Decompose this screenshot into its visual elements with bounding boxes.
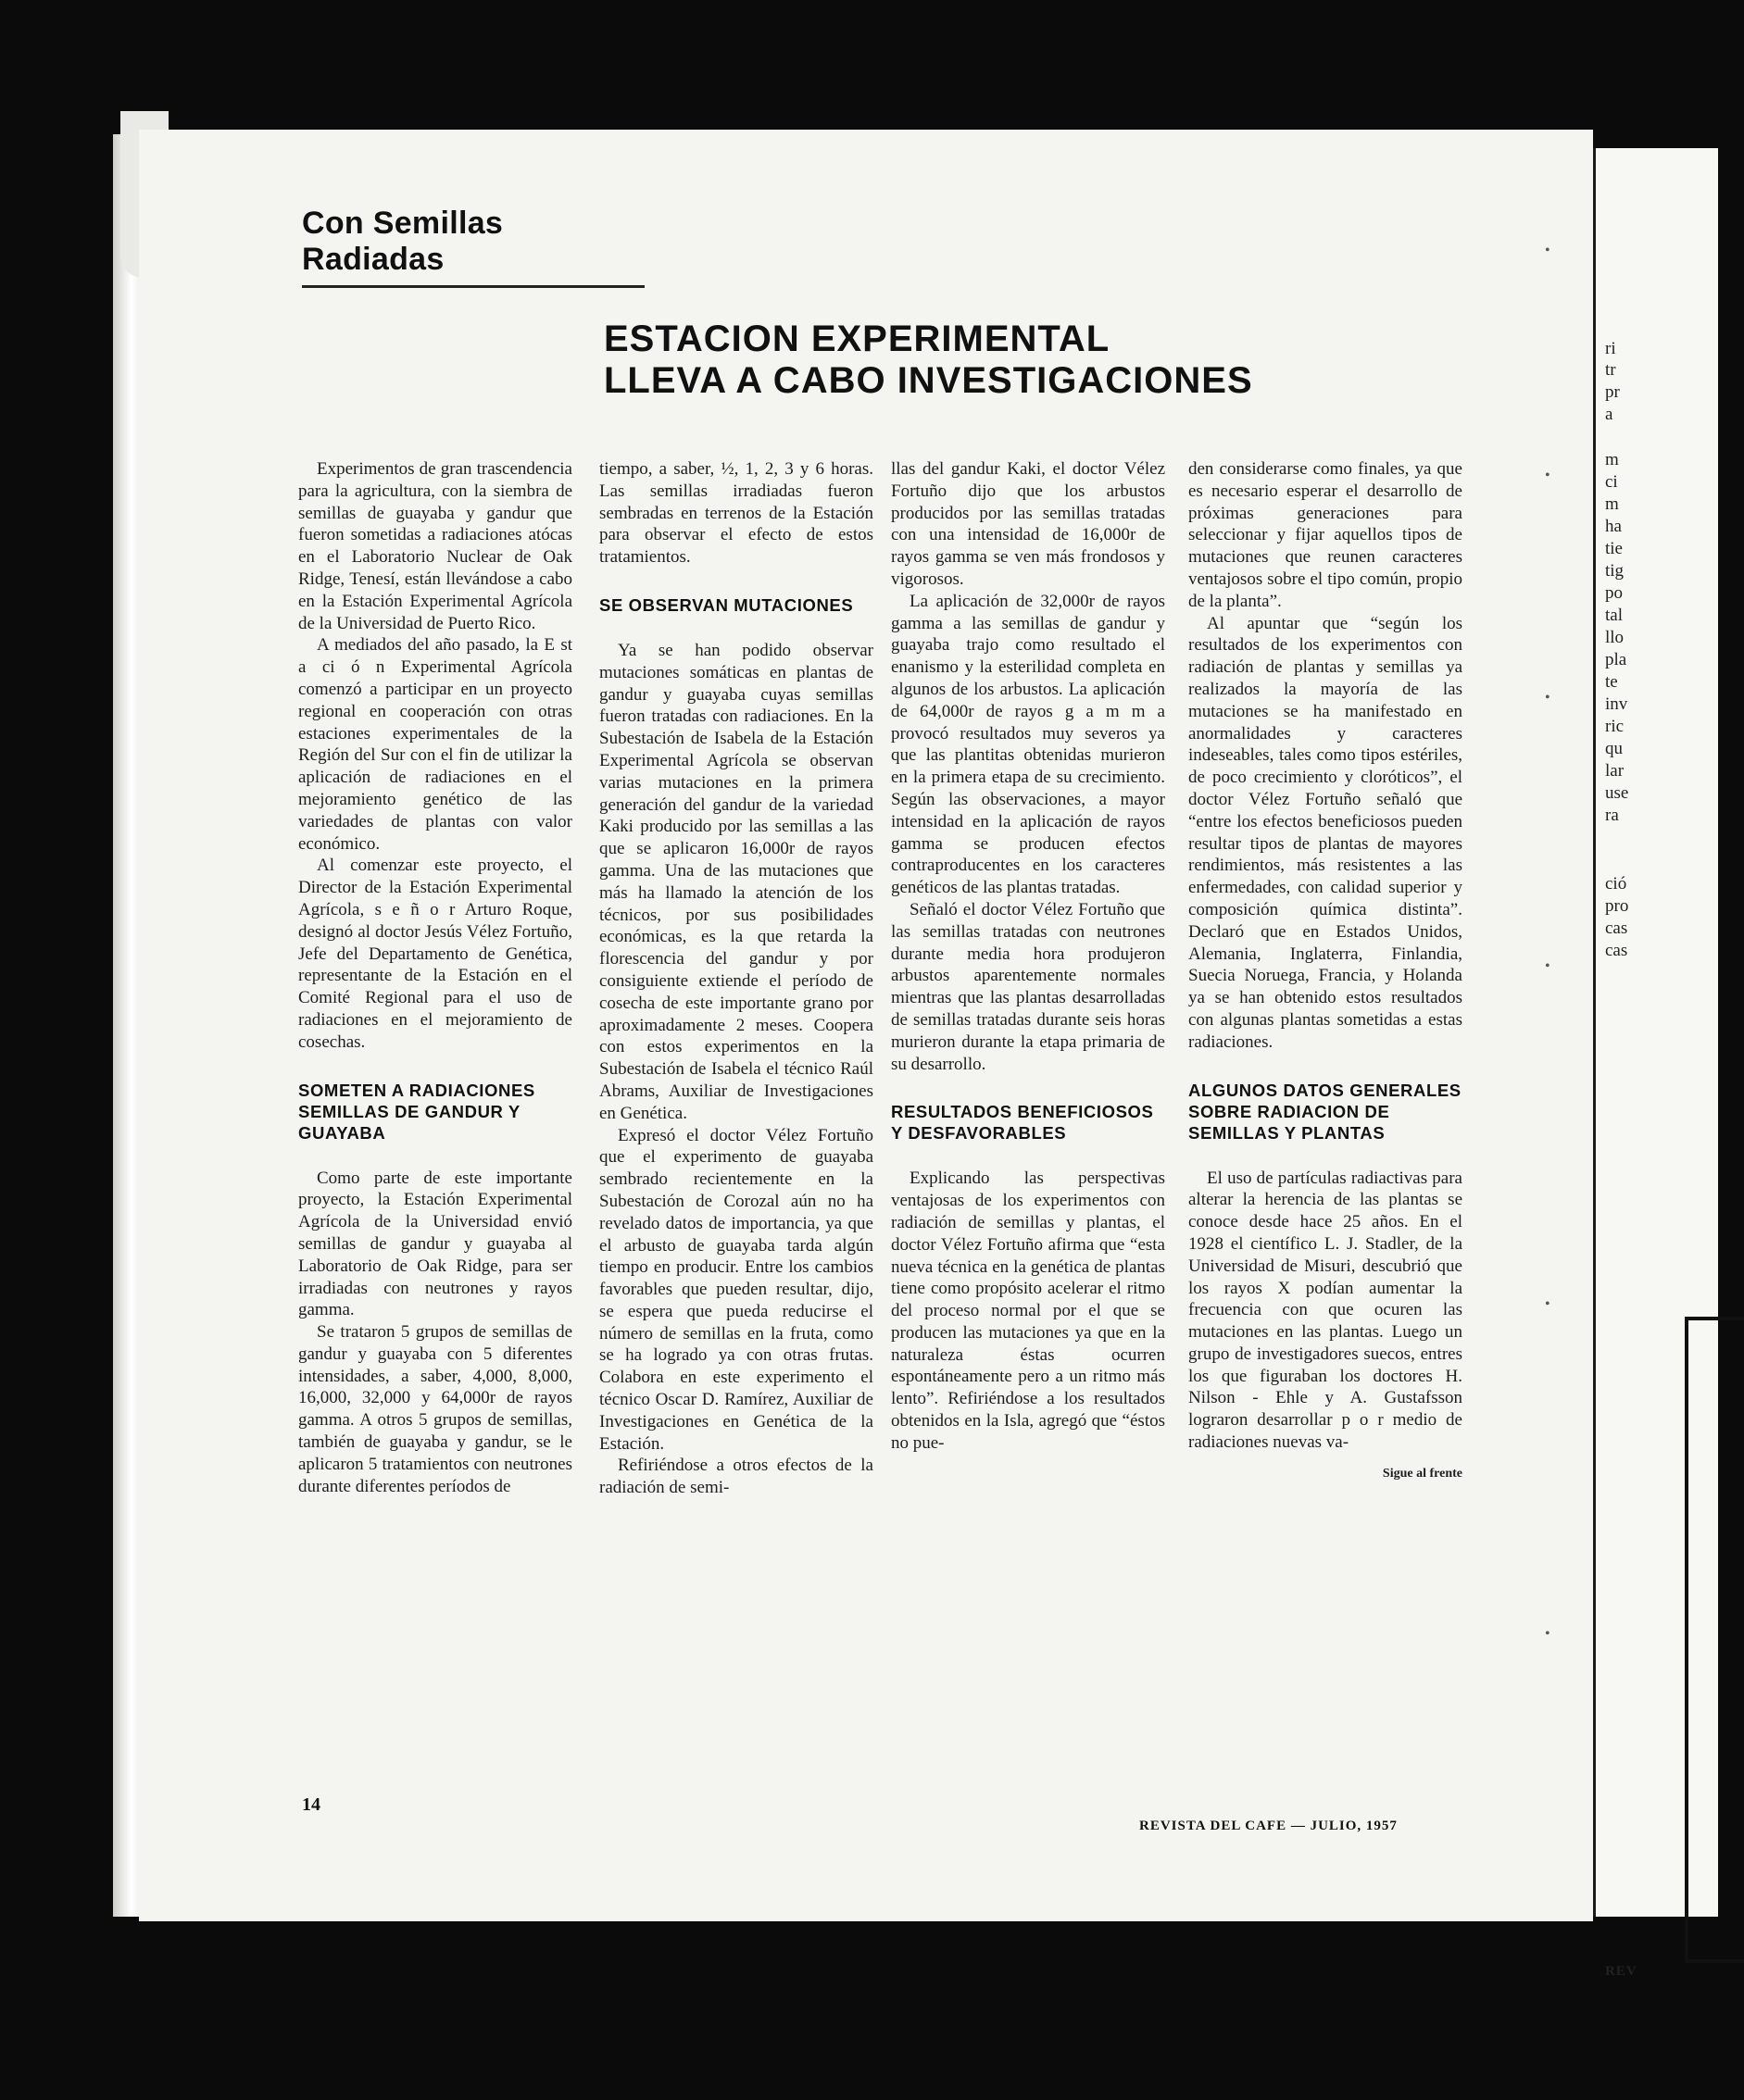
adjacent-page-fragment: m	[1605, 450, 1619, 469]
adjacent-page-fragment: ric	[1605, 717, 1625, 736]
adjacent-page-fragment: qu	[1605, 739, 1623, 758]
adjacent-page-fragment: ció	[1605, 874, 1627, 894]
article-headline	[604, 319, 1253, 402]
article-column-2	[599, 458, 873, 1499]
subheading: SE OBSERVAN MUTACIONES	[599, 594, 854, 615]
subheading: ALGUNOS DATOS GENERALES SOBRE RADIACION DE SEMILLAS Y PLANTAS	[1188, 1080, 1462, 1143]
headline-line-2: LLEVA A CABO INVESTIGACIONES	[604, 360, 1253, 401]
running-footer: REVISTA DEL CAFE — JULIO, 1957	[1139, 1819, 1398, 1833]
subheading: SOMETEN A RADIACIONES SEMILLAS DE GANDUR Y GUAYABA	[298, 1080, 535, 1143]
adjacent-page-fragment: a	[1605, 405, 1613, 424]
paragraph: den considerarse como finales, ya que es necesario esperar el desarrollo de próximas generaciones para seleccionar y fijar aquellos tipos de mutaciones que reunen caracteres ventajosos sobre el tipo común, propio de la planta”.	[1188, 459, 1462, 611]
article-column-4	[1188, 458, 1462, 1485]
headline-line-1: ESTACION EXPERIMENTAL	[604, 319, 1110, 359]
continued-note: Sigue al frente	[1382, 1466, 1462, 1481]
adjacent-page-fragment: tr	[1605, 360, 1616, 380]
adjacent-page-fragment: use	[1605, 783, 1629, 803]
adjacent-page	[1593, 148, 1718, 1979]
adjacent-page-fragment: cas	[1605, 919, 1628, 938]
margin-mark: •	[1545, 958, 1550, 974]
adjacent-page-fragment: tal	[1605, 606, 1623, 625]
page-number: 14	[302, 1794, 320, 1815]
adjacent-page-fragment: po	[1605, 583, 1623, 603]
paragraph: A mediados del año pasado, la E st a ci ó n Experimental Agrícola comenzó a participar en un proyecto regional en cooperación con otras estaciones experimentales de la Región del Sur con el fin de utilizar la aplicación de radiaciones en el mejoramiento genético de las variedades de plantas con valor económico.	[298, 635, 572, 854]
paragraph: Experimentos de gran trascendencia para la agricultura, con la siembra de semillas de guayaba y gandur que fueron sometidas a radiaciones atócas en el Laboratorio Nuclear de Oak Ridge, Tenesí, están llevándose a cabo en la Estación Experimental Agrícola de la Universidad de Puerto Rico.	[298, 459, 572, 633]
adjacent-page-fragment: ri	[1605, 339, 1616, 358]
paragraph: Ya se han podido observar mutaciones somáticas en plantas de gandur y guayaba cuyas semillas fueron tratadas con radiaciones. En la Subestación de Isabela de la Estación Experimental Agrícola se observan varias mutaciones en la primera generación del gandur de la variedad Kaki producido por las semillas a las que se aplicaron 16,000r de rayos gamma. Una de las mutaciones que más ha llamado la atención de los técnicos, por sus posibilidades económicas, es la que retarda la florescencia del gandur y por consiguiente extiende el período de cosecha de este importante grano por aproximadamente 2 meses. Coopera con estos experimentos en la Subestación de Isabela el técnico Raúl Abrams, Auxiliar de Investigaciones en Genética.	[599, 640, 873, 1123]
paragraph: El uso de partículas radiactivas para alterar la herencia de las plantas se conoce desde hace 25 años. En el 1928 el científico L. J. Stadler, de la Universidad de Misuri, descubrió que los rayos X podían aumentar la frecuencia con que ocuren las mutaciones en las plantas. Luego un grupo de investigadores suecos, entres los que figuraban los doctores H. Nilson - Ehle y A. Gustafsson lograron desarrollar p o r medio de radiaciones nuevas va-	[1188, 1168, 1462, 1453]
article-column-1	[298, 458, 572, 1497]
adjacent-page-fragment: tig	[1605, 561, 1625, 581]
paragraph: tiempo, a saber, ½, 1, 2, 3 y 6 horas. Las semillas irradiadas fueron sembradas en terrenos de la Estación para observar el efecto de estos tratamientos.	[599, 459, 873, 568]
paragraph: Refiriéndose a otros efectos de la radiación de semi-	[599, 1456, 873, 1498]
adjacent-page-fragment: lar	[1605, 761, 1625, 781]
adjacent-page-fragment: m	[1605, 494, 1619, 514]
margin-mark: •	[1545, 468, 1550, 483]
adjacent-page-fragment: ha	[1605, 517, 1622, 536]
adjacent-page-fragment: inv	[1605, 694, 1628, 714]
adjacent-page-fragment: pla	[1605, 650, 1627, 669]
paragraph: Expresó el doctor Vélez Fortuño que el experimento de guayaba sembrado recientemente en la Subestación de Corozal aún no ha revelado datos de importancia, ya que el arbusto de guayaba tarda algún tiempo en producir. Entre los cambios favorables que pueden resultar, dijo, se espera que pueda reducirse el número de semillas en la fruta, como se ha logrado ya con otras frutas. Colabora en este experimento el técnico Oscar D. Ramírez, Auxiliar de Investigaciones en Genética de la Estación.	[599, 1125, 873, 1454]
adjacent-page-fragment: ra	[1605, 806, 1619, 825]
paragraph: Se trataron 5 grupos de semillas de gandur y guayaba con 5 diferentes intensidades, a saber, 4,000, 8,000, 16,000, 32,000 y 64,000r de rayos gamma. A otros 5 grupos de semillas, también de guayaba y gandur, se le aplicaron 5 tratamientos con neutrones durante diferentes períodos de	[298, 1322, 572, 1496]
paragraph: La aplicación de 32,000r de rayos gamma a las semillas de gandur y guayaba trajo como resultado el enanismo y la esterilidad completa en algunos de los arbustos. La aplicación de 64,000r de rayos g a m m a provocó resultados muy severos ya que las plantitas obtenidas murieron en la primera etapa de su crecimiento. Según las observaciones, a mayor intensidad en la aplicación de rayos gamma se producen efectos contraproducentes en los caracteres genéticos de las plantas tratadas.	[891, 591, 1165, 898]
margin-mark: •	[1545, 1296, 1550, 1312]
paragraph: Al comenzar este proyecto, el Director de la Estación Experimental Agrícola, s e ñ o r Arturo Roque, designó al doctor Jesús Vélez Fortuño, Jefe del Departamento de Genética, representante de la Estación en el Comité Regional para el uso de radiaciones en el mejoramiento de cosechas.	[298, 856, 572, 1052]
adjacent-page-fragment: llo	[1605, 628, 1625, 647]
margin-mark: •	[1545, 243, 1550, 258]
paragraph: llas del gandur Kaki, el doctor Vélez Fortuño dijo que los arbustos producidos por las semillas tratadas con una intensidad de 16,000r de rayos gamma se ven más frondosos y vigorosos.	[891, 459, 1165, 589]
adjacent-page-fragment: te	[1605, 672, 1618, 692]
article-column-3	[891, 458, 1165, 1455]
adjacent-page-fragment: tie	[1605, 539, 1623, 558]
margin-mark: •	[1545, 1626, 1550, 1642]
margin-mark: •	[1545, 690, 1550, 706]
section-kicker: Con Semillas Radiadas	[302, 206, 645, 288]
adjacent-page-fragment: cas	[1605, 941, 1628, 960]
paragraph: Al apuntar que “según los resultados de los experimentos con radiación de plantas y semillas ya realizados la mayoría de las mutaciones se ha manifestado en anormalidades y caracteres indeseables, tales como tipos estériles, de poco crecimiento y cloróticos”, el doctor Vélez Fortuño señaló que “entre los efectos beneficiosos pueden resultar tipos de plantas de mayores rendimientos, más resistentes a las enfermedades, con calidad superior y composición química distinta”. Declaró que en Estados Unidos, Alemania, Inglaterra, Finlandia, Suecia Noruega, Francia, y Holanda ya se han obtenido estos resultados con algunas plantas sometidas a estas radiaciones.	[1188, 613, 1462, 1052]
paragraph: Como parte de este importante proyecto, la Estación Experimental Agrícola de la Universidad envió semillas de gandur y guayaba al Laboratorio de Oak Ridge, para ser irradiadas con neutrones y rayos gamma.	[298, 1168, 572, 1320]
adjacent-page-fragment: ci	[1605, 472, 1618, 492]
paragraph: Explicando las perspectivas ventajosas de los experimentos con radiación de semillas y plantas, el doctor Vélez Fortuño afirma que “esta nueva técnica en la genética de plantas tiene como propósito acelerar el ritmo del proceso normal por el que se producen las mutaciones ya que en la naturaleza éstas ocurren espontáneamente pero a un ritmo más lento”. Refiriéndose a los resultados obtenidos en la Isla, agregó que “éstos no pue-	[891, 1169, 1165, 1453]
adjacent-page-footer: REV	[1605, 1964, 1637, 1979]
adjacent-page-fragment: pr	[1605, 382, 1620, 402]
adjacent-page-fragment: pro	[1605, 896, 1629, 916]
paragraph: Señaló el doctor Vélez Fortuño que las semillas tratadas con neutrones durante media hora produjeron arbustos aparentemente normales mientras que las plantas desarrolladas de semillas tratadas durante seis horas murieron durante la etapa primaria de su desarrollo.	[891, 899, 1165, 1074]
subheading: RESULTADOS BENEFICIOSOS Y DESFAVORABLES	[891, 1102, 1154, 1144]
adjacent-page-box	[1685, 1317, 1744, 1963]
